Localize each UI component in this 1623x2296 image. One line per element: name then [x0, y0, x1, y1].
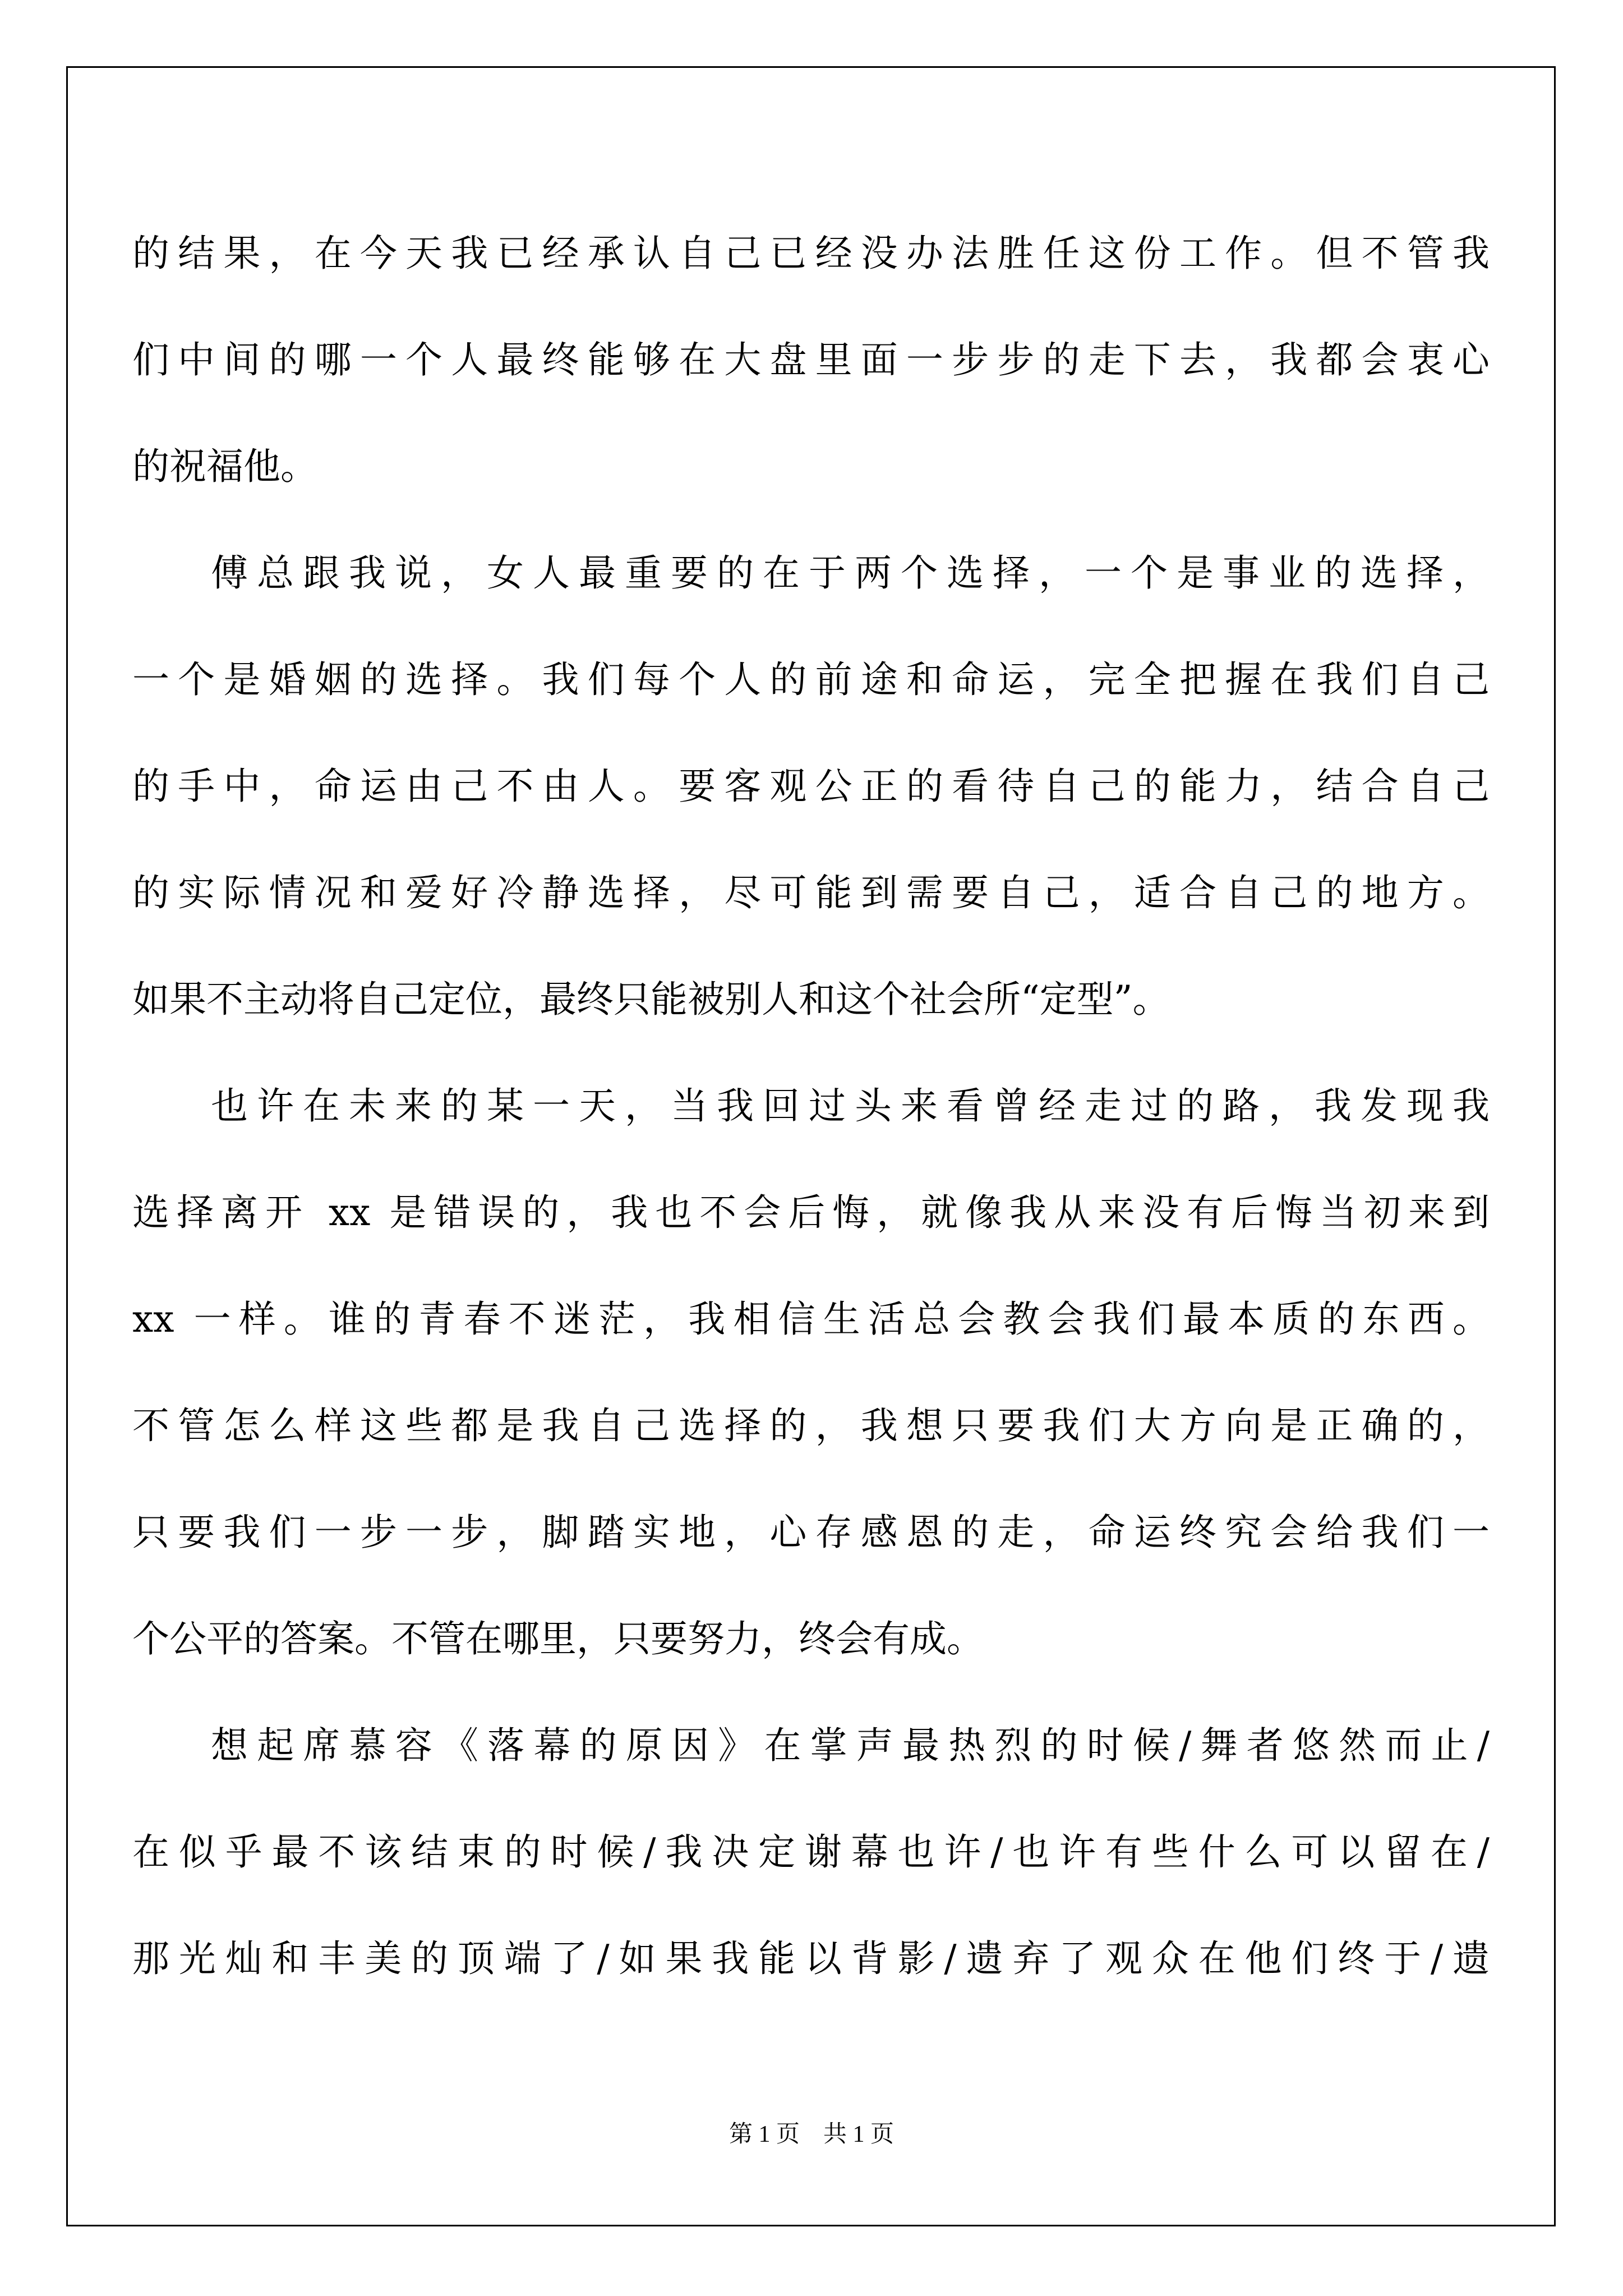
text-line: 的结果，在今天我已经承认自己已经没办法胜任这份工作。但不管我: [132, 232, 1490, 275]
text-line: 选择离开 xx 是错误的，我也不会后悔，就像我从来没有后悔当初来到: [132, 1191, 1490, 1234]
text-line: 只要我们一步一步，脚踏实地，心存感恩的走，命运终究会给我们一: [132, 1511, 1490, 1554]
text-line: 如果不主动将自己定位，最终只能被别人和这个社会所“定型”。: [132, 978, 1170, 1021]
text-line: 一个是婚姻的选择。我们每个人的前途和命运，完全把握在我们自己: [132, 658, 1490, 701]
page-number-footer: 第 1 页 共 1 页: [728, 2122, 894, 2147]
text-line: 个公平的答案。不管在哪里，只要努力，终会有成。: [132, 1617, 984, 1660]
text-line: 的手中，命运由己不由人。要客观公正的看待自己的能力，结合自己: [132, 765, 1490, 808]
text-line: 傅总跟我说，女人最重要的在于两个选择，一个是事业的选择，: [211, 551, 1490, 595]
text-line: 那光灿和丰美的顶端了/如果我能以背影/遗弃了观众在他们终于/遗: [132, 1937, 1490, 1980]
text-line: xx 一样。谁的青春不迷茫，我相信生活总会教会我们最本质的东西。: [132, 1297, 1490, 1341]
text-line: 想起席慕容《落幕的原因》在掌声最热烈的时候/舞者悠然而止/: [211, 1724, 1490, 1767]
text-line: 的祝福他。: [132, 445, 317, 488]
text-line: 不管怎么样这些都是我自己选择的，我想只要我们大方向是正确的，: [132, 1404, 1490, 1447]
text-line: 在似乎最不该结束的时候/我决定谢幕也许/也许有些什么可以留在/: [132, 1830, 1490, 1874]
text-line: 也许在未来的某一天，当我回过头来看曾经走过的路，我发现我: [211, 1084, 1490, 1128]
text-line: 们中间的哪一个人最终能够在大盘里面一步步的走下去，我都会衷心: [132, 338, 1490, 381]
text-line: 的实际情况和爱好冷静选择，尽可能到需要自己，适合自己的地方。: [132, 871, 1490, 914]
